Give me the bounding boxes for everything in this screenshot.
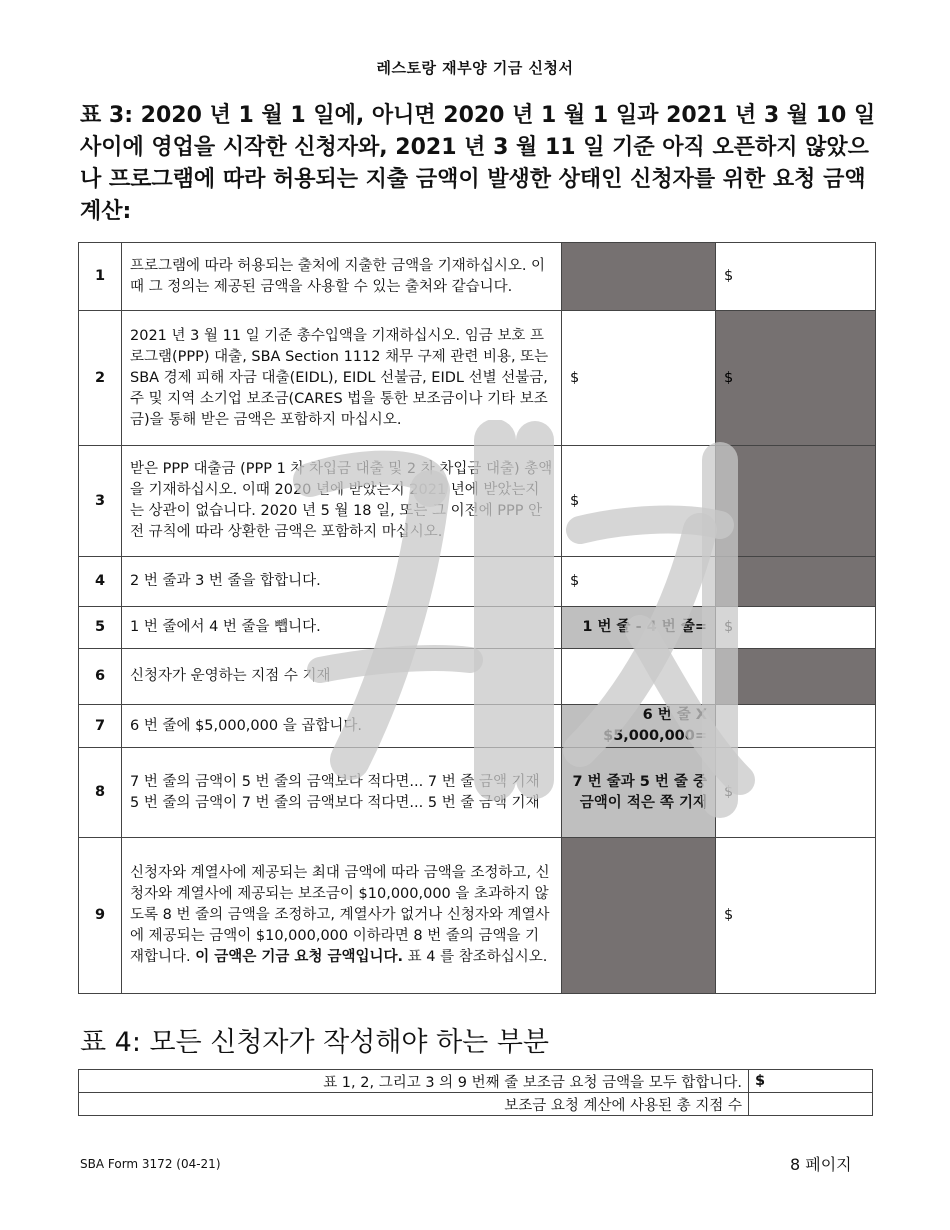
formula-cell: 1 번 줄 - 4 번 줄= — [562, 607, 716, 649]
row-description-line: 7 번 줄의 금액이 5 번 줄의 금액보다 적다면... 7 번 줄 금액 기재 — [130, 773, 540, 790]
row-number: 4 — [79, 557, 122, 607]
requested-amount-field[interactable]: $ — [716, 838, 876, 994]
table-row — [79, 705, 876, 748]
row-number: 6 — [79, 649, 122, 705]
total-amount-field[interactable]: $ — [749, 1070, 873, 1093]
amount-field[interactable] — [716, 705, 876, 748]
amount-field[interactable]: $ — [716, 607, 876, 649]
total-locations-field[interactable] — [749, 1093, 873, 1116]
amount-field[interactable]: $ — [716, 243, 876, 311]
formula-cell: 6 번 줄 X $5,000,000= — [562, 705, 716, 748]
table3 — [78, 242, 876, 994]
table-row — [79, 838, 876, 994]
shaded-cell — [562, 243, 716, 311]
row-number: 8 — [79, 748, 122, 838]
table3-heading: 표 3: 2020 년 1 월 1 일에, 아니면 2020 년 1 월 1 일과 2021 년 3 월 10 일 사이에 영업을 시작한 신청자와, 2021 년 3 월 11 일 기준 아직 오픈하지 않았으나 프로그램에 따라 허용되는 지출 금액이 발생한 상태인 신청자를 위한 요청 금액 계산: — [80, 103, 876, 224]
formula-cell: 7 번 줄과 5 번 줄 중 금액이 적은 쪽 기재 — [562, 748, 716, 838]
row-description: 2021 년 3 월 11 일 기준 총수입액을 기재하십시오. 임금 보호 프로그램(PPP) 대출, SBA Section 1112 채무 구제 관련 비용, 또는 SBA 경제 피해 자금 대출(EIDL), EIDL 선불금, EIDL 선별 선불금, 주 및 지역 소기업 보조금(CARES 법을 통한 보조금이나 기타 보조금)을 통해 받은 금액은 포함하지 마십시오. — [122, 311, 562, 446]
row-number: 7 — [79, 705, 122, 748]
row-description: 6 번 줄에 $5,000,000 을 곱합니다. — [122, 705, 562, 748]
table-row — [79, 1070, 873, 1093]
shaded-cell: $ — [716, 311, 876, 446]
shaded-cell — [562, 838, 716, 994]
amount-field[interactable]: $ — [562, 446, 716, 557]
row-number: 3 — [79, 446, 122, 557]
row-number: 2 — [79, 311, 122, 446]
amount-field[interactable]: $ — [562, 311, 716, 446]
table-row — [79, 1093, 873, 1116]
row-number: 1 — [79, 243, 122, 311]
table-row — [79, 607, 876, 649]
row-description — [122, 838, 562, 994]
table-row — [79, 649, 876, 705]
table-row — [79, 311, 876, 446]
row-description: 받은 PPP 대출금 (PPP 1 차 차입금 대출 및 2 차 차입금 대출) 총액을 기재하십시오. 이때 2020 년에 받았는지 2021 년에 받았는지는 상관이 없습니다. 2020 년 5 월 18 일, 또는 그 이전에 PPP 안전 규칙에 따라 상환한 금액은 포함하지 마십시오. — [122, 446, 562, 557]
document-title: 레스토랑 재부양 기금 신청서 — [376, 59, 574, 77]
location-count-field[interactable] — [562, 649, 716, 705]
form-id: SBA Form 3172 (04-21) — [80, 1157, 221, 1171]
table4-row-label: 표 1, 2, 그리고 3 의 9 번째 줄 보조금 요청 금액을 모두 합합니다. — [79, 1070, 749, 1093]
page-number: 8 페이지 — [790, 1155, 852, 1174]
table4-row-label: 보조금 요청 계산에 사용된 총 지점 수 — [79, 1093, 749, 1116]
row-description: 프로그램에 따라 허용되는 출처에 지출한 금액을 기재하십시오. 이때 그 정의는 제공된 금액을 사용할 수 있는 출처와 같습니다. — [122, 243, 562, 311]
row-description — [122, 748, 562, 838]
row-number: 9 — [79, 838, 122, 994]
table-row — [79, 446, 876, 557]
shaded-cell — [716, 649, 876, 705]
table4 — [78, 1069, 873, 1116]
table-row — [79, 557, 876, 607]
row-description-line: 5 번 줄의 금액이 7 번 줄의 금액보다 적다면... 5 번 줄 금액 기재 — [130, 794, 540, 811]
shaded-cell — [716, 557, 876, 607]
amount-field[interactable]: $ — [716, 748, 876, 838]
row-description: 신청자가 운영하는 지점 수 기재 — [122, 649, 562, 705]
table-row — [79, 748, 876, 838]
row-number: 5 — [79, 607, 122, 649]
shaded-cell — [716, 446, 876, 557]
amount-field[interactable]: $ — [562, 557, 716, 607]
row-description: 1 번 줄에서 4 번 줄을 뺍니다. — [122, 607, 562, 649]
row-description-text: 표 4 를 참조하십시오. — [403, 949, 548, 965]
row-description: 2 번 줄과 3 번 줄을 합합니다. — [122, 557, 562, 607]
table-row — [79, 243, 876, 311]
row-description-bold: 이 금액은 기금 요청 금액입니다. — [195, 949, 404, 965]
row-description-text: 신청자와 계열사에 제공되는 최대 금액에 따라 금액을 조정하고, 신청자와 계열사에 제공되는 보조금이 $10,000,000 을 초과하지 않도록 8 번 줄의 금액을 조정하고, 계열사가 없거나 신청자와 계열사에 제공되는 금액이 $10,000,000 이하라면 8 번 줄의 금액을 기재합니다. — [130, 865, 550, 965]
table4-heading: 표 4: 모든 신청자가 작성해야 하는 부분 — [80, 1027, 549, 1058]
